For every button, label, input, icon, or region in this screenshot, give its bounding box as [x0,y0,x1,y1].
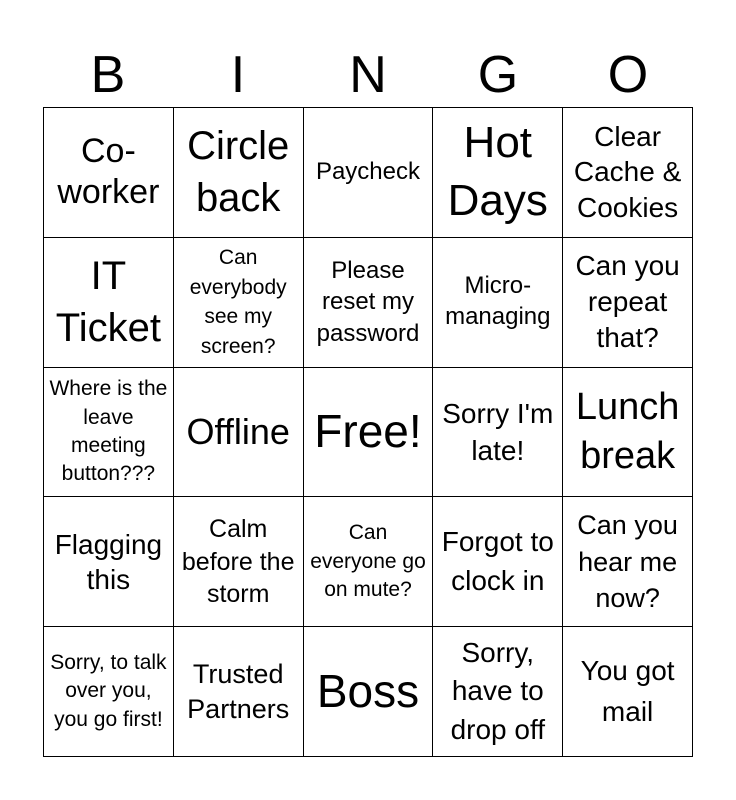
header-letter-b: B [90,46,126,104]
bingo-cell[interactable]: Micro-managing [433,238,563,368]
bingo-cell[interactable]: Calm before the storm [174,497,304,627]
bingo-cell[interactable]: Co-worker [44,108,174,238]
header-letter-i: I [230,46,246,104]
bingo-cell[interactable]: Can you repeat that? [563,238,693,368]
header-letter-n: N [349,46,387,104]
bingo-cell[interactable]: Boss [304,627,434,757]
bingo-cell[interactable]: Flagging this [44,497,174,627]
bingo-cell[interactable]: Circle back [174,108,304,238]
bingo-cell[interactable]: Can everyone go on mute? [304,497,434,627]
bingo-cell[interactable]: Clear Cache & Cookies [563,108,693,238]
bingo-cell[interactable]: Offline [174,368,304,498]
bingo-cell[interactable]: Can everybody see my screen? [174,238,304,368]
bingo-cell[interactable]: Can you hear me now? [563,497,693,627]
bingo-cell[interactable]: Please reset my password [304,238,434,368]
header-letter-o: O [607,46,649,104]
bingo-cell[interactable]: Where is the leave meeting button??? [44,368,174,498]
bingo-cell[interactable]: Sorry I'm late! [433,368,563,498]
bingo-header [43,42,693,108]
bingo-cell[interactable]: Paycheck [304,108,434,238]
bingo-cell[interactable]: Trusted Partners [174,627,304,757]
bingo-cell[interactable]: Hot Days [433,108,563,238]
bingo-cell[interactable]: Lunch break [563,368,693,498]
bingo-cell[interactable]: Forgot to clock in [433,497,563,627]
bingo-cell[interactable]: You got mail [563,627,693,757]
bingo-board [43,107,693,757]
bingo-cell[interactable]: Sorry, to talk over you, you go first! [44,627,174,757]
bingo-cell[interactable]: IT Ticket [44,238,174,368]
bingo-cell[interactable]: Free! [304,368,434,498]
header-letter-g: G [477,46,519,104]
bingo-cell[interactable]: Sorry, have to drop off [433,627,563,757]
